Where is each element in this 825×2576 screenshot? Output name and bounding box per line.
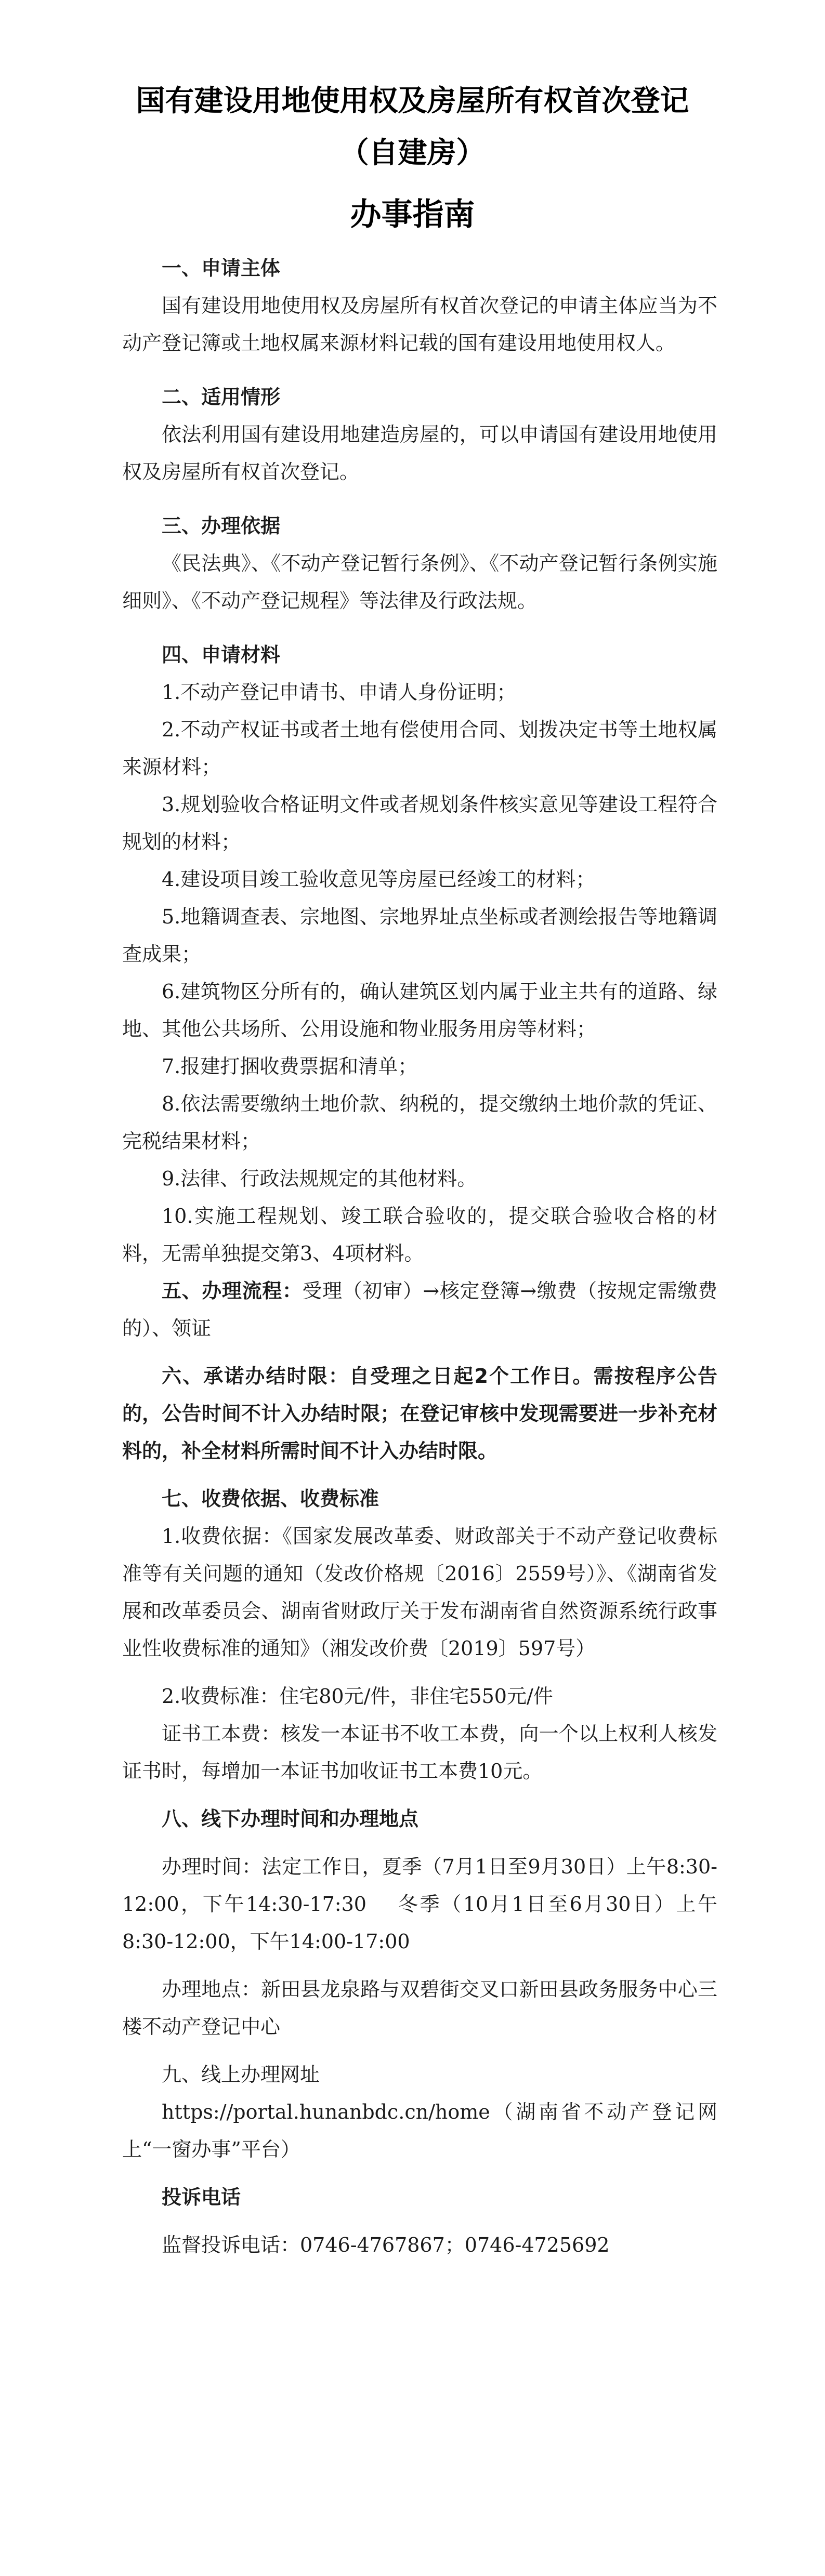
section-heading-process: 五、办理流程：	[162, 1279, 303, 1302]
online-url: https://portal.hunanbdc.cn/home（湖南省不动产登记网上“一窗办事”平台）	[122, 2101, 717, 2161]
office-hours: 办理时间：法定工作日，夏季（7月1日至9月30日）上午8:30-12:00，下午14:30-17:30 冬季（10月1日至6月30日）上午8:30-12:00，下午14:00-17:00	[122, 1855, 717, 1953]
section-heading-timelimit: 六、承诺办结时限：	[162, 1365, 349, 1388]
material-item: 1.不动产登记申请书、申请人身份证明；	[162, 681, 517, 704]
material-item: 6.建筑物区分所有的，确认建筑区划内属于业主共有的道路、绿地、其他公共场所、公用设施和物业服务用房等材料；	[122, 980, 717, 1040]
section-heading-materials: 四、申请材料	[162, 643, 281, 666]
material-item: 4.建设项目竣工验收意见等房屋已经竣工的材料；	[162, 868, 596, 891]
office-address: 办理地点：新田县龙泉路与双碧街交叉口新田县政务服务中心三楼不动产登记中心	[122, 1978, 717, 2038]
section-body-applicant: 国有建设用地使用权及房屋所有权首次登记的申请主体应当为不动产登记簿或土地权属来源材料记载的国有建设用地使用权人。	[122, 294, 717, 354]
material-item: 5.地籍调查表、宗地图、宗地界址点坐标或者测绘报告等地籍调查成果；	[122, 905, 717, 966]
section-body-timelimit: 自受理之日起2个工作日。需按程序公告的，公告时间不计入办结时限；在登记审核中发现需要进一步补充材料的，补全材料所需时间不计入办结时限。	[122, 1365, 717, 1462]
section-body-process: 受理（初审）→核定登簿→缴费（按规定需缴费的）、领证	[122, 1279, 717, 1340]
section-heading-fees: 七、收费依据、收费标准	[162, 1487, 379, 1510]
fee-basis: 1.收费依据：《国家发展改革委、财政部关于不动产登记收费标准等有关问题的通知（发改价格规〔2016〕2559号）》、《湖南省发展和改革委员会、湖南省财政厅关于发布湖南省自然资源系统行政事业性收费标准的通知》（湘发改价费〔2019〕597号）	[122, 1525, 717, 1660]
section-heading-applicant: 一、申请主体	[162, 257, 281, 280]
section-body-basis: 《民法典》、《不动产登记暂行条例》、《不动产登记暂行条例实施细则》、《不动产登记规程》等法律及行政法规。	[122, 552, 717, 612]
material-item: 8.依法需要缴纳土地价款、纳税的，提交缴纳土地价款的凭证、完税结果材料；	[122, 1092, 717, 1153]
document-subtitle: （自建房）	[339, 136, 486, 170]
material-item: 2.不动产权证书或者土地有偿使用合同、划拨决定书等土地权属来源材料；	[122, 718, 717, 778]
document-body	[122, 249, 717, 2264]
section-heading-offline: 八、线下办理时间和办理地点	[162, 1807, 419, 1830]
section-heading-complaint: 投诉电话	[162, 2186, 241, 2209]
complaint-phone: 监督投诉电话：0746-4767867；0746-4725692	[162, 2234, 610, 2256]
material-item: 7.报建打捆收费票据和清单；	[162, 1055, 418, 1078]
material-item: 9.法律、行政法规规定的其他材料。	[162, 1167, 477, 1190]
section-heading-basis: 三、办理依据	[162, 514, 281, 537]
fee-standard: 2.收费标准：住宅80元/件，非住宅550元/件	[162, 1685, 553, 1708]
section-process	[122, 1272, 717, 1347]
document-title: 国有建设用地使用权及房屋所有权首次登记	[136, 84, 689, 118]
certificate-fee: 证书工本费：核发一本证书不收工本费，向一个以上权利人核发证书时，每增加一本证书加收证书工本费10元。	[122, 1722, 717, 1782]
section-body-scope: 依法利用国有建设用地建造房屋的，可以申请国有建设用地使用权及房屋所有权首次登记。	[122, 423, 717, 483]
guide-heading: 办事指南	[350, 196, 475, 233]
material-item: 10.实施工程规划、竣工联合验收的，提交联合验收合格的材料，无需单独提交第3、4项材料。	[122, 1205, 717, 1265]
section-timelimit	[122, 1357, 717, 1470]
material-item: 3.规划验收合格证明文件或者规划条件核实意见等建设工程符合规划的材料；	[122, 793, 717, 853]
section-heading-online: 九、线上办理网址	[162, 2063, 320, 2086]
section-heading-scope: 二、适用情形	[162, 386, 281, 408]
